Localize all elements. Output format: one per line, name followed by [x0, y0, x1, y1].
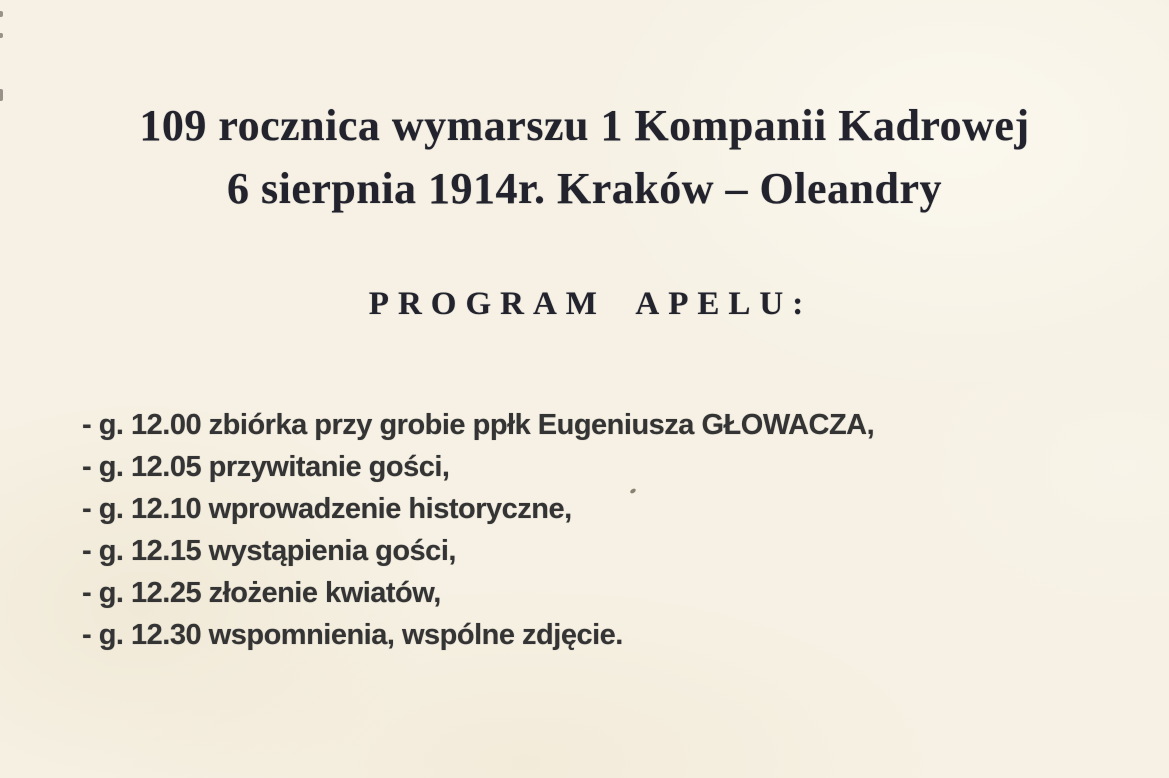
scan-edge-artifact — [0, 89, 3, 101]
scan-edge-artifact — [0, 33, 3, 38]
schedule-item: - g. 12.10 wprowadzenie historyczne, — [82, 493, 572, 525]
schedule-item: - g. 12.00 zbiórka przy grobie ppłk Eugeniusza GŁOWACZA, — [82, 409, 875, 441]
document-title-line2: 6 sierpnia 1914r. Kraków – Oleandry — [226, 164, 942, 213]
program-schedule-list — [82, 404, 1129, 656]
program-section-heading: PROGRAM APELU: — [368, 286, 813, 322]
schedule-item: - g. 12.15 wystąpienia gości, — [82, 535, 456, 567]
document-title-line1: 109 rocznica wymarszu 1 Kompanii Kadrowej — [139, 101, 1030, 150]
document-title — [0, 94, 1169, 220]
schedule-item: - g. 12.30 wspomnienia, wspólne zdjęcie. — [82, 619, 623, 651]
schedule-item: - g. 12.05 przywitanie gości, — [82, 451, 450, 483]
scan-edge-artifact — [0, 11, 3, 17]
schedule-item: - g. 12.25 złożenie kwiatów, — [82, 577, 441, 609]
